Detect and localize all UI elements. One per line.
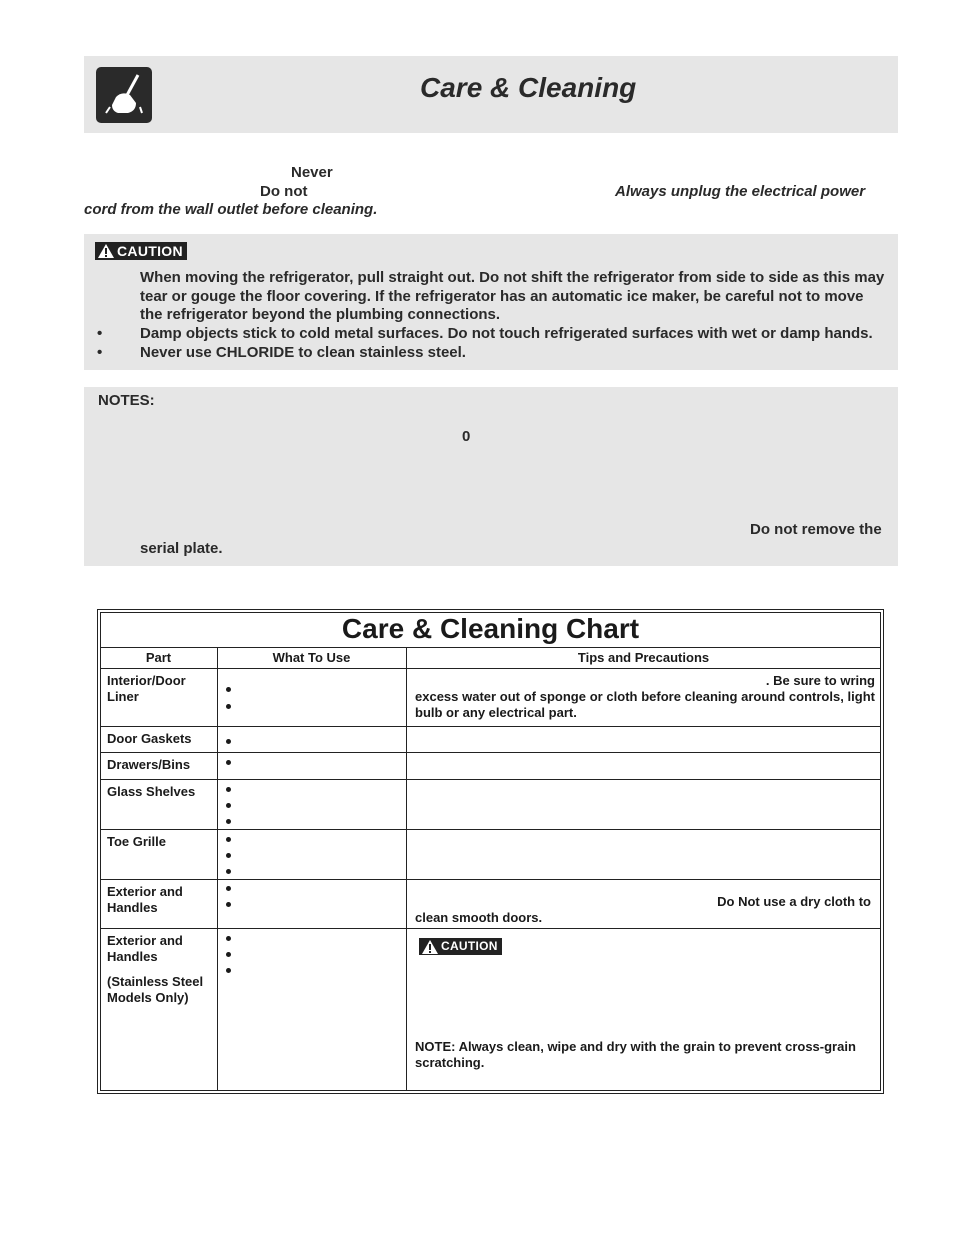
part-stainless-note: (Stainless Steel Models Only) [107, 974, 204, 1005]
warning-icon [422, 940, 438, 954]
bullet-dot [226, 869, 231, 874]
bullet-dot [226, 803, 231, 808]
caution-item-3: Never use CHLORIDE to clean stainless steel. [140, 344, 466, 361]
part-drawers: Drawers/Bins [107, 757, 191, 772]
intro-unplug-line1: Always unplug the electrical power [615, 183, 866, 200]
bullet-dot [226, 952, 231, 957]
part-interior: Interior/Door Liner [107, 673, 186, 704]
header-tips: Tips and Precautions [577, 650, 710, 665]
tip-exterior-line2: clean smooth doors. [415, 910, 543, 925]
notes-serial-line2: serial plate. [140, 540, 223, 557]
column-divider [217, 647, 218, 1091]
column-divider [406, 647, 407, 1091]
caution-label: CAUTION [441, 939, 498, 953]
header-what-to-use: What To Use [272, 650, 351, 665]
page-title: Care & Cleaning [420, 72, 637, 103]
bullet-dot [226, 936, 231, 941]
tip-exterior-line1: Do Not use a dry cloth to [717, 894, 871, 909]
bullet-dot [226, 853, 231, 858]
caution-badge [419, 938, 502, 955]
part-gaskets: Door Gaskets [107, 731, 192, 746]
part-grille: Toe Grille [107, 834, 166, 849]
bullet: • [97, 325, 103, 342]
bullet-dot [226, 760, 231, 765]
bullet-dot [226, 687, 231, 692]
warning-icon [98, 244, 114, 258]
caution-item-1: When moving the refrigerator, pull straight out. Do not shift the refrigerator from side to side as this may tear or gouge the floor covering. If the refrigerator has an automatic ice maker, be careful not to move the refrigerator beyond the plumbing connections. [140, 269, 885, 323]
part-shelves: Glass Shelves [107, 784, 196, 799]
caution-item-2: Damp objects stick to cold metal surfaces. Do not touch refrigerated surfaces with wet or damp hands. [140, 325, 873, 342]
caution-badge [95, 242, 187, 260]
notes-zero: 0 [462, 428, 471, 445]
part-exterior: Exterior and Handles [107, 884, 183, 915]
bullet-dot [226, 837, 231, 842]
bullet-dot [226, 968, 231, 973]
tip-interior-rest: excess water out of sponge or cloth before cleaning around controls, light bulb or any electrical part. [415, 689, 875, 720]
bullet-dot [226, 886, 231, 891]
intro-do-not: Do not [260, 183, 308, 200]
notes-label: NOTES: [98, 392, 155, 409]
intro-never: Never [291, 164, 333, 181]
bullet-dot [226, 704, 231, 709]
bullet-dot [226, 787, 231, 792]
caution-label: CAUTION [117, 243, 183, 259]
bullet: • [97, 344, 103, 361]
intro-unplug-line2: cord from the wall outlet before cleaning. [84, 201, 378, 218]
bullet-dot [226, 819, 231, 824]
header-part: Part [145, 650, 172, 665]
notes-serial-line1: Do not remove the [750, 521, 882, 538]
tip-interior-line1: . Be sure to wring [765, 673, 875, 688]
bullet-dot [226, 902, 231, 907]
part-stainless: Exterior and Handles [107, 933, 183, 964]
tip-stainless-note: NOTE: Always clean, wipe and dry with the grain to prevent cross-grain scratching. [415, 1039, 856, 1070]
hand-cleaning-icon [96, 67, 152, 123]
chart-title: Care & Cleaning Chart [341, 613, 640, 644]
bullet-dot [226, 739, 231, 744]
